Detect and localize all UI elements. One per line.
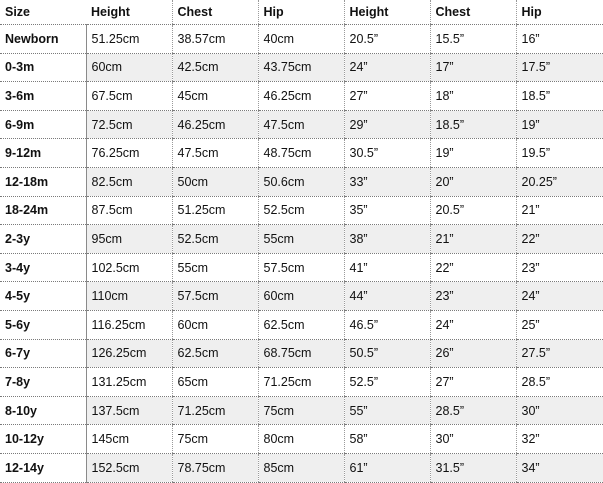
cell-height-in: 44” bbox=[344, 282, 430, 311]
table-row bbox=[0, 368, 603, 397]
cell-chest-in: 21” bbox=[430, 225, 516, 254]
cell-height-in: 30.5” bbox=[344, 139, 430, 168]
cell-size: 6-7y bbox=[0, 339, 86, 368]
cell-size: 12-14y bbox=[0, 453, 86, 482]
cell-size: 6-9m bbox=[0, 110, 86, 139]
cell-height-in: 35” bbox=[344, 196, 430, 225]
cell-chest-cm: 60cm bbox=[172, 310, 258, 339]
cell-hip-cm: 50.6cm bbox=[258, 167, 344, 196]
table-row bbox=[0, 139, 603, 168]
cell-chest-cm: 51.25cm bbox=[172, 196, 258, 225]
cell-chest-cm: 47.5cm bbox=[172, 139, 258, 168]
cell-chest-cm: 78.75cm bbox=[172, 453, 258, 482]
cell-hip-in: 25” bbox=[516, 310, 603, 339]
cell-chest-cm: 75cm bbox=[172, 425, 258, 454]
cell-hip-in: 24” bbox=[516, 282, 603, 311]
cell-hip-cm: 85cm bbox=[258, 453, 344, 482]
cell-height-cm: 72.5cm bbox=[86, 110, 172, 139]
cell-chest-cm: 62.5cm bbox=[172, 339, 258, 368]
cell-hip-cm: 80cm bbox=[258, 425, 344, 454]
column-header-size: Size bbox=[0, 0, 86, 25]
cell-hip-in: 27.5” bbox=[516, 339, 603, 368]
cell-size: 5-6y bbox=[0, 310, 86, 339]
cell-height-cm: 87.5cm bbox=[86, 196, 172, 225]
cell-hip-cm: 55cm bbox=[258, 225, 344, 254]
cell-chest-in: 28.5” bbox=[430, 396, 516, 425]
table-row bbox=[0, 453, 603, 482]
column-header-chest-in: Chest bbox=[430, 0, 516, 25]
cell-size: 3-4y bbox=[0, 253, 86, 282]
cell-size: 0-3m bbox=[0, 53, 86, 82]
cell-chest-cm: 57.5cm bbox=[172, 282, 258, 311]
table-row bbox=[0, 25, 603, 54]
cell-hip-in: 16” bbox=[516, 25, 603, 54]
cell-chest-cm: 42.5cm bbox=[172, 53, 258, 82]
cell-height-in: 41” bbox=[344, 253, 430, 282]
cell-height-cm: 116.25cm bbox=[86, 310, 172, 339]
cell-hip-cm: 62.5cm bbox=[258, 310, 344, 339]
cell-hip-in: 30” bbox=[516, 396, 603, 425]
table-row bbox=[0, 110, 603, 139]
cell-height-cm: 51.25cm bbox=[86, 25, 172, 54]
cell-chest-in: 19” bbox=[430, 139, 516, 168]
cell-chest-cm: 46.25cm bbox=[172, 110, 258, 139]
cell-chest-in: 30” bbox=[430, 425, 516, 454]
cell-hip-cm: 46.25cm bbox=[258, 82, 344, 111]
column-header-hip-in: Hip bbox=[516, 0, 603, 25]
cell-chest-in: 27” bbox=[430, 368, 516, 397]
table-row bbox=[0, 196, 603, 225]
column-header-hip-cm: Hip bbox=[258, 0, 344, 25]
table-body bbox=[0, 25, 603, 483]
cell-hip-cm: 40cm bbox=[258, 25, 344, 54]
table-row bbox=[0, 253, 603, 282]
cell-height-cm: 60cm bbox=[86, 53, 172, 82]
cell-height-cm: 145cm bbox=[86, 425, 172, 454]
cell-chest-cm: 45cm bbox=[172, 82, 258, 111]
cell-height-cm: 102.5cm bbox=[86, 253, 172, 282]
cell-size: 2-3y bbox=[0, 225, 86, 254]
cell-hip-cm: 60cm bbox=[258, 282, 344, 311]
cell-height-in: 20.5” bbox=[344, 25, 430, 54]
cell-height-cm: 152.5cm bbox=[86, 453, 172, 482]
cell-hip-in: 34” bbox=[516, 453, 603, 482]
cell-chest-cm: 52.5cm bbox=[172, 225, 258, 254]
cell-chest-cm: 71.25cm bbox=[172, 396, 258, 425]
table-row bbox=[0, 167, 603, 196]
cell-size: 8-10y bbox=[0, 396, 86, 425]
table-row bbox=[0, 225, 603, 254]
cell-height-in: 52.5” bbox=[344, 368, 430, 397]
column-header-height-cm: Height bbox=[86, 0, 172, 25]
cell-height-cm: 67.5cm bbox=[86, 82, 172, 111]
cell-hip-in: 22” bbox=[516, 225, 603, 254]
table-row bbox=[0, 282, 603, 311]
cell-height-in: 29” bbox=[344, 110, 430, 139]
cell-height-in: 33” bbox=[344, 167, 430, 196]
cell-chest-in: 18” bbox=[430, 82, 516, 111]
cell-chest-in: 26” bbox=[430, 339, 516, 368]
table-row bbox=[0, 53, 603, 82]
cell-chest-cm: 50cm bbox=[172, 167, 258, 196]
table-row bbox=[0, 425, 603, 454]
column-header-height-in: Height bbox=[344, 0, 430, 25]
cell-hip-in: 20.25” bbox=[516, 167, 603, 196]
cell-hip-in: 21” bbox=[516, 196, 603, 225]
cell-chest-cm: 65cm bbox=[172, 368, 258, 397]
cell-height-cm: 95cm bbox=[86, 225, 172, 254]
cell-hip-in: 18.5” bbox=[516, 82, 603, 111]
cell-hip-cm: 68.75cm bbox=[258, 339, 344, 368]
cell-chest-in: 24” bbox=[430, 310, 516, 339]
cell-chest-in: 17” bbox=[430, 53, 516, 82]
cell-height-in: 46.5” bbox=[344, 310, 430, 339]
cell-hip-in: 23” bbox=[516, 253, 603, 282]
cell-hip-cm: 47.5cm bbox=[258, 110, 344, 139]
cell-hip-in: 19” bbox=[516, 110, 603, 139]
cell-height-cm: 131.25cm bbox=[86, 368, 172, 397]
cell-hip-in: 32” bbox=[516, 425, 603, 454]
cell-height-cm: 76.25cm bbox=[86, 139, 172, 168]
table-row bbox=[0, 310, 603, 339]
cell-size: 18-24m bbox=[0, 196, 86, 225]
cell-hip-cm: 75cm bbox=[258, 396, 344, 425]
cell-height-cm: 82.5cm bbox=[86, 167, 172, 196]
cell-height-in: 58” bbox=[344, 425, 430, 454]
cell-hip-cm: 52.5cm bbox=[258, 196, 344, 225]
cell-size: 9-12m bbox=[0, 139, 86, 168]
cell-hip-in: 19.5” bbox=[516, 139, 603, 168]
cell-size: Newborn bbox=[0, 25, 86, 54]
header-row bbox=[0, 0, 603, 25]
cell-height-cm: 137.5cm bbox=[86, 396, 172, 425]
table-row bbox=[0, 339, 603, 368]
cell-hip-cm: 48.75cm bbox=[258, 139, 344, 168]
cell-chest-cm: 55cm bbox=[172, 253, 258, 282]
cell-size: 7-8y bbox=[0, 368, 86, 397]
cell-chest-cm: 38.57cm bbox=[172, 25, 258, 54]
column-header-chest-cm: Chest bbox=[172, 0, 258, 25]
cell-height-in: 27” bbox=[344, 82, 430, 111]
cell-chest-in: 22” bbox=[430, 253, 516, 282]
cell-height-cm: 126.25cm bbox=[86, 339, 172, 368]
cell-size: 10-12y bbox=[0, 425, 86, 454]
cell-chest-in: 18.5” bbox=[430, 110, 516, 139]
cell-chest-in: 15.5” bbox=[430, 25, 516, 54]
cell-height-in: 38” bbox=[344, 225, 430, 254]
cell-hip-cm: 57.5cm bbox=[258, 253, 344, 282]
cell-height-cm: 110cm bbox=[86, 282, 172, 311]
cell-chest-in: 20.5” bbox=[430, 196, 516, 225]
cell-height-in: 55” bbox=[344, 396, 430, 425]
cell-size: 12-18m bbox=[0, 167, 86, 196]
cell-chest-in: 23” bbox=[430, 282, 516, 311]
cell-hip-in: 17.5” bbox=[516, 53, 603, 82]
cell-hip-cm: 71.25cm bbox=[258, 368, 344, 397]
table-row bbox=[0, 396, 603, 425]
cell-chest-in: 31.5” bbox=[430, 453, 516, 482]
cell-chest-in: 20” bbox=[430, 167, 516, 196]
cell-size: 3-6m bbox=[0, 82, 86, 111]
cell-height-in: 24” bbox=[344, 53, 430, 82]
cell-hip-cm: 43.75cm bbox=[258, 53, 344, 82]
cell-height-in: 61” bbox=[344, 453, 430, 482]
cell-size: 4-5y bbox=[0, 282, 86, 311]
cell-height-in: 50.5” bbox=[344, 339, 430, 368]
cell-hip-in: 28.5” bbox=[516, 368, 603, 397]
table-row bbox=[0, 82, 603, 111]
